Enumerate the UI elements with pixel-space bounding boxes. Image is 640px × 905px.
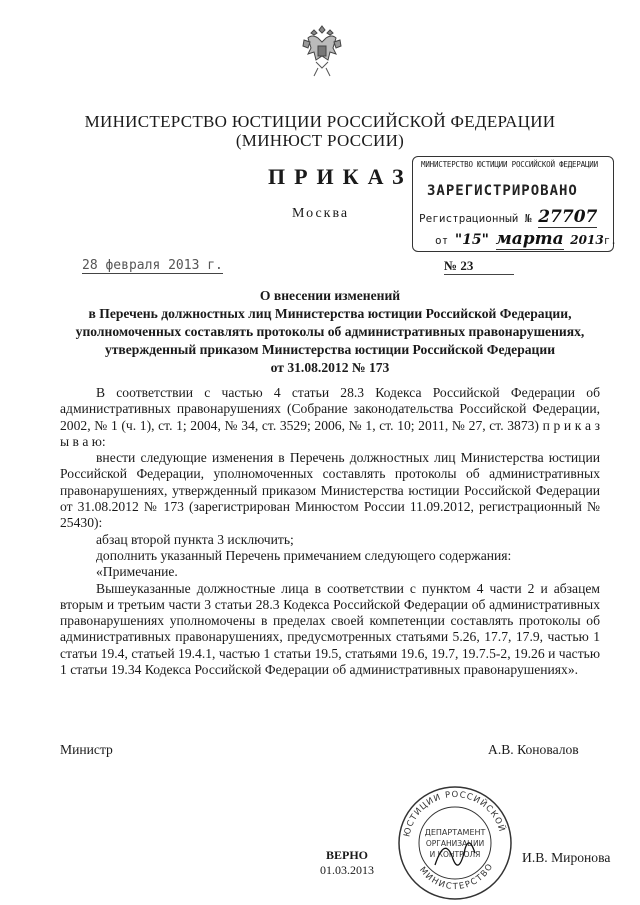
order-number-label: № — [444, 258, 458, 273]
heading-line-3: уполномоченных составлять протоколы об административных правонарушениях, — [75, 324, 585, 339]
body-paragraph-1: В соответствии с частью 4 статьи 28.3 Кодекса Российской Федерации об административных правонарушениях (Собрание законодательства Российской Федерации, 2002, № 1 (ч. 1), ст. 1; 2004, № 34, ст. 3529; 2006, № 1, ст. 10; 2011, № 27, ст. 3873) п р и к а з ы в а ю: — [60, 385, 600, 449]
verified-block — [320, 848, 374, 878]
order-date: 28 февраля 2013 г. — [82, 258, 223, 273]
order-heading — [60, 287, 600, 377]
minister-title: Министр — [60, 742, 113, 757]
stamp-date-row — [435, 229, 617, 249]
minister-name: А.В. Коновалов — [488, 742, 579, 757]
heading-line-5: от 31.08.2012 № 173 — [270, 360, 390, 375]
city: Москва — [292, 206, 350, 221]
body-paragraph-6: Вышеуказанные должностные лица в соответствии с пунктом 4 части 2 и абзацем вторым и третьим части 3 статьи 28.3 Кодекса Российской Федерации об административных правонарушениях уполномочены в пределах своей компетенции составлять протоколы об административных правонарушениях, предусмотренных статьями 5.26, 17.7, 17.9, частью 1 статьи 19.4, статьей 19.4.1, частью 1 статьи 19.5, статьями 19.6, 19.7, 19.7.5-2, 19.26 и частью 1 статьи 19.34 Кодекса Российской Федерации об административных правонарушениях». — [60, 580, 600, 678]
stamp-ministry-line: МИНИСТЕРСТВО ЮСТИЦИИ РОССИЙСКОЙ ФЕДЕРАЦИИ — [421, 160, 598, 169]
stamp-reg-label: Регистрационный № — [419, 212, 532, 225]
stamp-reg-number-row — [419, 207, 597, 227]
order-number: 23 — [460, 258, 474, 273]
stamp-day: "15" — [454, 232, 489, 248]
body-paragraph-5: «Примечание. — [96, 564, 178, 580]
stamp-arc-top: ЮСТИЦИИ РОССИЙСКОЙ — [402, 789, 507, 838]
stamp-line-1: ДЕПАРТАМЕНТ — [424, 828, 486, 837]
stamp-line-3: И КОНТРОЛЯ — [429, 850, 481, 859]
ministry-short-name: (МИНЮСТ РОССИИ) — [235, 131, 405, 150]
body-paragraph-2: внести следующие изменения в Перечень должностных лиц Министерства юстиции Российской Федерации, уполномоченных составлять протоколы об административных правонарушениях, утвержденный приказом Министерства юстиции Российской Федерации от 31.08.2012 № 173 (зарегистрирован Минюстом России 11.09.2012, регистрационный № 25430): — [60, 450, 600, 531]
verified-date: 01.03.2013 — [320, 863, 374, 877]
heading-line-4: утвержденный приказом Министерства юстиции Российской Федерации — [104, 342, 556, 357]
verified-label: ВЕРНО — [325, 848, 368, 862]
ministry-name: МИНИСТЕРСТВО ЮСТИЦИИ РОССИЙСКОЙ ФЕДЕРАЦИИ — [84, 112, 556, 131]
order-title: ПРИКАЗ — [268, 164, 413, 189]
department-round-stamp — [395, 783, 515, 903]
stamp-arc-bottom: МИНИСТЕРСТВО — [416, 861, 496, 893]
svg-text:МИНИСТЕРСТВО — [417, 861, 496, 892]
stamp-month: марта — [495, 229, 564, 249]
order-body — [60, 385, 600, 678]
body-paragraph-4: дополнить указанный Перечень примечанием следующего содержания: — [96, 547, 512, 563]
stamp-line-2: ОРГАНИЗАЦИИ — [425, 839, 485, 848]
stamp-registered: ЗАРЕГИСТРИРОВАНО — [427, 183, 578, 199]
verifier-name: И.В. Миронова — [522, 850, 611, 865]
coat-of-arms-emblem — [300, 22, 344, 80]
heading-line-2: в Перечень должностных лиц Министерства юстиции Российской Федерации, — [88, 306, 572, 321]
heading-line-1: О внесении изменений — [259, 288, 401, 303]
stamp-from-label: от — [435, 234, 449, 247]
stamp-year-suffix: г. — [603, 234, 617, 247]
body-paragraph-3: абзац второй пункта 3 исключить; — [96, 531, 294, 547]
order-number-row — [444, 258, 514, 275]
stamp-year: 2013 — [570, 233, 604, 247]
registration-stamp — [412, 156, 617, 252]
stamp-reg-number: 27707 — [538, 207, 598, 227]
